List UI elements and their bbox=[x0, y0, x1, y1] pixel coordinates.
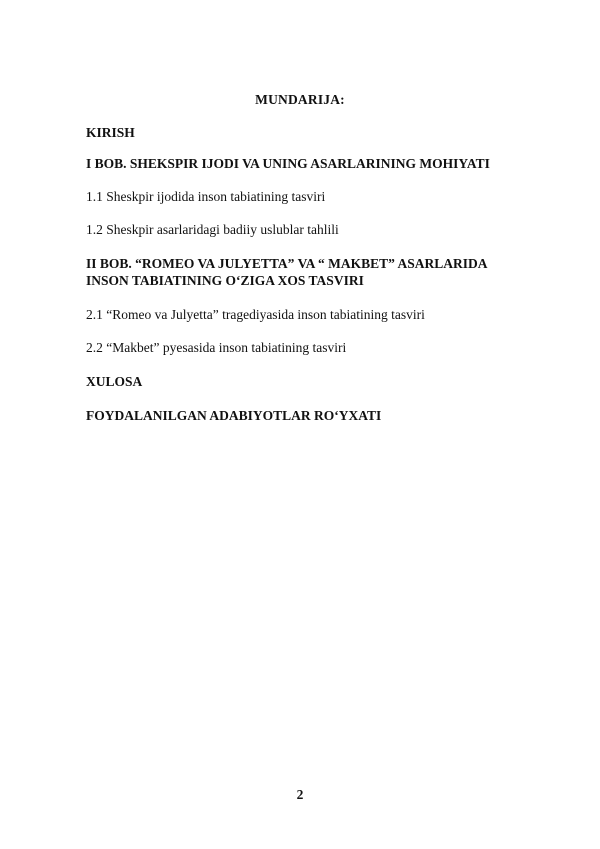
toc-item-section-1-2: 1.2 Sheskpir asarlaridagi badiiy uslublar tahlili bbox=[86, 222, 339, 237]
toc-item-references: FOYDALANILGAN ADABIYOTLAR RO‘YXATI bbox=[86, 408, 382, 423]
toc-title: MUNDARIJA: bbox=[255, 92, 345, 107]
page-number: 2 bbox=[296, 787, 304, 802]
toc-item-section-2-2: 2.2 “Makbet” pyesasida inson tabiatining tasviri bbox=[86, 340, 347, 355]
toc-item-kirish: KIRISH bbox=[86, 125, 135, 140]
toc-item-chapter-1: I BOB. SHEKSPIR IJODI VA UNING ASARLARINING MOHIYATI bbox=[86, 156, 490, 171]
toc-item-xulosa: XULOSA bbox=[86, 374, 143, 389]
toc-item-section-2-1: 2.1 “Romeo va Julyetta” tragediyasida inson tabiatining tasviri bbox=[86, 307, 425, 322]
toc-item-chapter-2: II BOB. “ROMEO VA JULYETTA” VA “ MAKBET” ASARLARIDA INSON TABIATINING O‘ZIGA XOS TASVIRI bbox=[86, 256, 487, 288]
toc-item-section-1-1: 1.1 Sheskpir ijodida inson tabiatining tasviri bbox=[86, 189, 326, 204]
